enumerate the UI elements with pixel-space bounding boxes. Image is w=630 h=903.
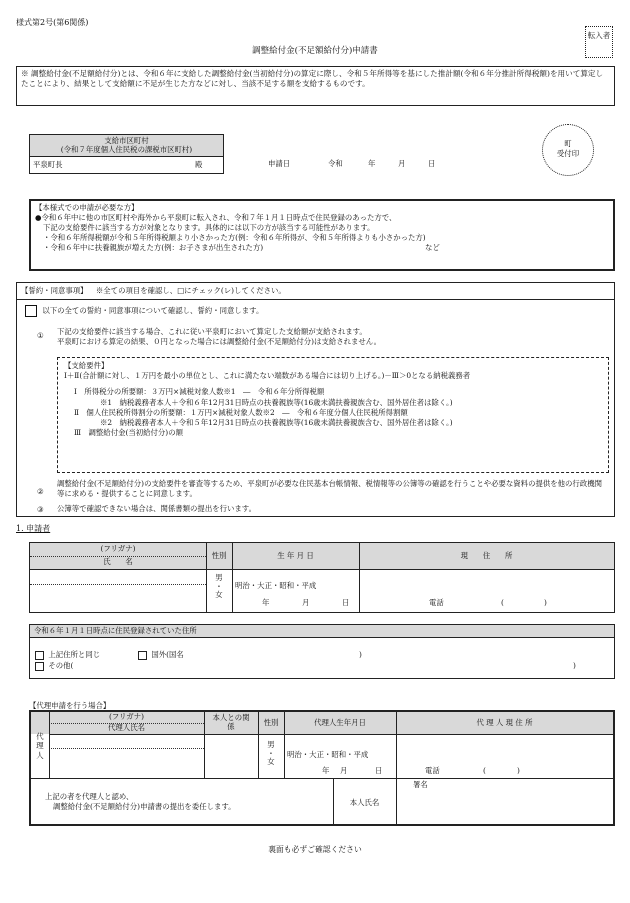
requirement-ii-note: ※2 納税義務者本人＋令和５年12月31日時点の扶養親族等(16歳未満扶養親族含む、国外居住者は除く。) bbox=[100, 418, 453, 428]
municipality-label: 支給市区町村 bbox=[104, 136, 149, 145]
oath-para-2: 調整給付金(不足額給付分)の支給要件を審査等するため、平泉町が必要な住民基本台帳情報、税情報等の公簿等の確認を行うことや必要な資料の提供を他の行政機関等に求める・提供することに同意します。 bbox=[57, 479, 602, 499]
applicant-birth-year: 年 bbox=[262, 598, 270, 607]
apply-date-era: 令和 bbox=[328, 159, 343, 168]
oath-heading-note: ※全ての項目を確認し、□にチェック(レ)してください。 bbox=[95, 286, 286, 295]
oath-p1-line2: 平泉町における算定の結果、０円となった場合には調整給付金(不足額給付分)は支給されません。 bbox=[57, 337, 382, 347]
notice-box bbox=[16, 66, 615, 106]
agent-heading: 【代理申請を行う場合】 bbox=[29, 701, 111, 710]
required-line2: 下記の支給要件に該当する方が対象となります。具体的には以下の方が該当する可能性があります。 bbox=[43, 223, 375, 233]
agent-side-label bbox=[31, 732, 49, 760]
required-item2: ・令和６年中に扶養親族が増えた方(例：お子さまが出生された方) bbox=[43, 243, 264, 253]
municipality-header bbox=[30, 135, 223, 157]
agent-phone-open: ( bbox=[483, 766, 486, 775]
requirement-box bbox=[57, 357, 609, 473]
applicant-male[interactable]: 男 bbox=[215, 573, 223, 582]
agree-checkbox[interactable] bbox=[25, 305, 37, 317]
oath-num-3: ③ bbox=[37, 505, 44, 514]
oath-para-3: 公簿等で確認できない場合は、関係書類の提出を行います。 bbox=[57, 504, 256, 513]
agent-delegate-line2: 調整給付金(不足額給付分)申請書の提出を委任します。 bbox=[53, 802, 236, 812]
applicant-phone-close: ) bbox=[544, 598, 547, 607]
applicant-eras: 明治・大正・昭和・平成 bbox=[235, 581, 317, 590]
required-item2-suffix: など bbox=[425, 243, 440, 253]
prev-opt-other-label: その他( bbox=[48, 661, 74, 670]
applicant-birth-month: 月 bbox=[302, 598, 310, 607]
agent-male[interactable]: 男 bbox=[267, 740, 275, 749]
prev-opt-other-row[interactable] bbox=[35, 661, 73, 671]
oath-box bbox=[16, 282, 615, 517]
agent-principal-label: 本人氏名 bbox=[349, 798, 380, 807]
oath-p1-line1: 下記の支給要件に該当する場合、これに従い平泉町において算定した支給額が支給されます。 bbox=[57, 327, 367, 336]
oath-num-1: ① bbox=[37, 331, 44, 340]
applicant-gender-dot: ・ bbox=[215, 581, 223, 591]
transfer-badge: 転入者 bbox=[585, 26, 613, 58]
applicant-name-header: 氏 名 bbox=[103, 557, 133, 566]
agent-gender-cell bbox=[258, 741, 284, 767]
agent-address-header: 代 理 人 現 住 所 bbox=[476, 718, 533, 727]
applicant-table bbox=[29, 542, 615, 613]
prev-opt-abroad-close: ) bbox=[359, 650, 362, 659]
mayor-label: 平泉町長 bbox=[33, 160, 63, 169]
prev-opt-same-label: 上記住所と同じ bbox=[48, 650, 101, 659]
agent-delegate-line1: 上記の者を代理人と認め、 bbox=[45, 792, 134, 801]
prev-opt-abroad-row[interactable] bbox=[138, 650, 184, 660]
requirement-i-note: ※1 納税義務者本人＋令和６年12月31日時点の扶養親族等(16歳未満扶養親族含む、国外居住者は除く。) bbox=[100, 397, 453, 407]
agent-phone-close: ) bbox=[517, 766, 520, 775]
agent-side-text: 代理人 bbox=[36, 732, 44, 760]
notice-text: ※ 調整給付金(不足額給付分)とは、令和６年に支給した調整給付金(当初給付分)の算定に際し、令和５年所得等を基にした推計額(令和６年分推計所得税額)を用いて算定したことにより、結果として支給額に不足が生じた方などに対し、当該不足する額を支給するものです。 bbox=[21, 69, 604, 89]
apply-date-day: 日 bbox=[428, 159, 436, 168]
applicant-gender-header: 性別 bbox=[211, 551, 227, 560]
agent-delegation bbox=[45, 792, 236, 813]
required-item1: ・令和６年所得税額が令和５年所得税額より小さかった方(例：令和６年所得が、令和５年所得よりも小さかった方) bbox=[43, 233, 426, 243]
agent-birth-day: 日 bbox=[375, 766, 383, 775]
prev-opt-same-row[interactable] bbox=[35, 650, 100, 660]
prev-opt-abroad-checkbox[interactable] bbox=[138, 651, 147, 660]
dono-label: 殿 bbox=[195, 160, 203, 169]
agent-phone-label: 電話 bbox=[425, 766, 440, 775]
applicant-furigana-header: (フリガナ) bbox=[100, 544, 136, 553]
prev-opt-abroad-label: 国外(国名 bbox=[151, 650, 184, 659]
requirement-formula: Ⅰ＋Ⅱ(合計額に対し、１万円を最小の単位とし、これに満たない端数がある場合には切り上げる。)－Ⅲ＞0となる納税義務者 bbox=[64, 371, 471, 381]
stamp-line1: 町 bbox=[564, 139, 572, 148]
reception-stamp bbox=[542, 124, 594, 176]
agent-furigana-header: (フリガナ) bbox=[109, 712, 144, 721]
apply-date-month: 月 bbox=[398, 159, 406, 168]
agent-birth-year: 年 bbox=[322, 766, 330, 775]
applicant-phone-label: 電話 bbox=[429, 598, 444, 607]
form-number: 様式第2号(第6関係) bbox=[16, 18, 89, 27]
stamp-line2: 受付印 bbox=[556, 148, 580, 158]
prev-address-header bbox=[30, 625, 614, 638]
requirement-i: Ⅰ 所得税分の所要額：３万円×減税対象人数※1 ― 令和６年分所得税額 bbox=[74, 387, 325, 397]
applicant-birthdate-header: 生 年 月 日 bbox=[277, 551, 314, 560]
page-title: 調整給付金(不足額給付分)申請書 bbox=[252, 46, 378, 56]
apply-date-year: 年 bbox=[368, 159, 376, 168]
requirement-heading: 【支給要件】 bbox=[64, 361, 109, 370]
applicant-female[interactable]: 女 bbox=[215, 590, 223, 600]
required-box bbox=[29, 199, 615, 271]
oath-heading-row bbox=[21, 286, 286, 295]
agent-birthdate-header: 代理人生年月日 bbox=[314, 718, 366, 727]
agent-name-header: 代理人氏名 bbox=[108, 723, 145, 732]
municipality-sub: (令和７年度個人住民税の課税市区町村) bbox=[60, 145, 193, 155]
agent-female[interactable]: 女 bbox=[267, 757, 275, 767]
applicant-birth-day: 日 bbox=[342, 598, 350, 607]
requirement-iii: Ⅲ 調整給付金(当初給付分)の額 bbox=[74, 428, 183, 438]
oath-para-1 bbox=[57, 327, 381, 348]
required-item2-row bbox=[35, 243, 609, 253]
required-line1: ●令和６年中に他の市区町村や海外から平泉町に転入され、令和７年１月１日時点で住民登録のあった方で、 bbox=[35, 213, 397, 223]
agent-gender-dot: ・ bbox=[267, 748, 275, 758]
prev-opt-same-checkbox[interactable] bbox=[35, 651, 44, 660]
agent-eras: 明治・大正・昭和・平成 bbox=[287, 750, 369, 759]
prev-address-box bbox=[29, 624, 615, 679]
required-heading: 【本様式での申請が必要な方】 bbox=[35, 203, 139, 212]
oath-num-2: ② bbox=[37, 487, 44, 496]
prev-address-heading: 令和６年１月１日時点に住民登録されていた住所 bbox=[34, 626, 197, 635]
agent-gender-header: 性別 bbox=[263, 718, 279, 727]
prev-opt-other-checkbox[interactable] bbox=[35, 662, 44, 671]
footer-note: 裏面も必ずご確認ください bbox=[268, 845, 362, 854]
agree-row bbox=[25, 305, 263, 317]
municipality-box bbox=[29, 134, 224, 174]
prev-opt-other-close: ) bbox=[573, 661, 576, 670]
oath-heading: 【誓約・同意事項】 bbox=[21, 286, 88, 295]
agent-sign-label: 署名 bbox=[413, 780, 428, 789]
agent-relation-header: 本人との関係 bbox=[212, 713, 250, 732]
applicant-address-header: 現 住 所 bbox=[460, 551, 513, 560]
applicant-heading: 1. 申請者 bbox=[16, 524, 51, 533]
requirement-ii: Ⅱ 個人住民税所得割分の所要額：１万円×減税対象人数※2 ― 令和６年度分個人住民税所得割額 bbox=[74, 407, 408, 417]
agent-table bbox=[29, 710, 615, 826]
agree-text: 以下の全ての誓約・同意事項について確認し、誓約・同意します。 bbox=[42, 306, 264, 316]
agent-birth-month: 月 bbox=[340, 766, 348, 775]
apply-date-label: 申請日 bbox=[268, 159, 291, 168]
applicant-phone-open: ( bbox=[501, 598, 504, 607]
applicant-gender-cell bbox=[206, 574, 232, 600]
